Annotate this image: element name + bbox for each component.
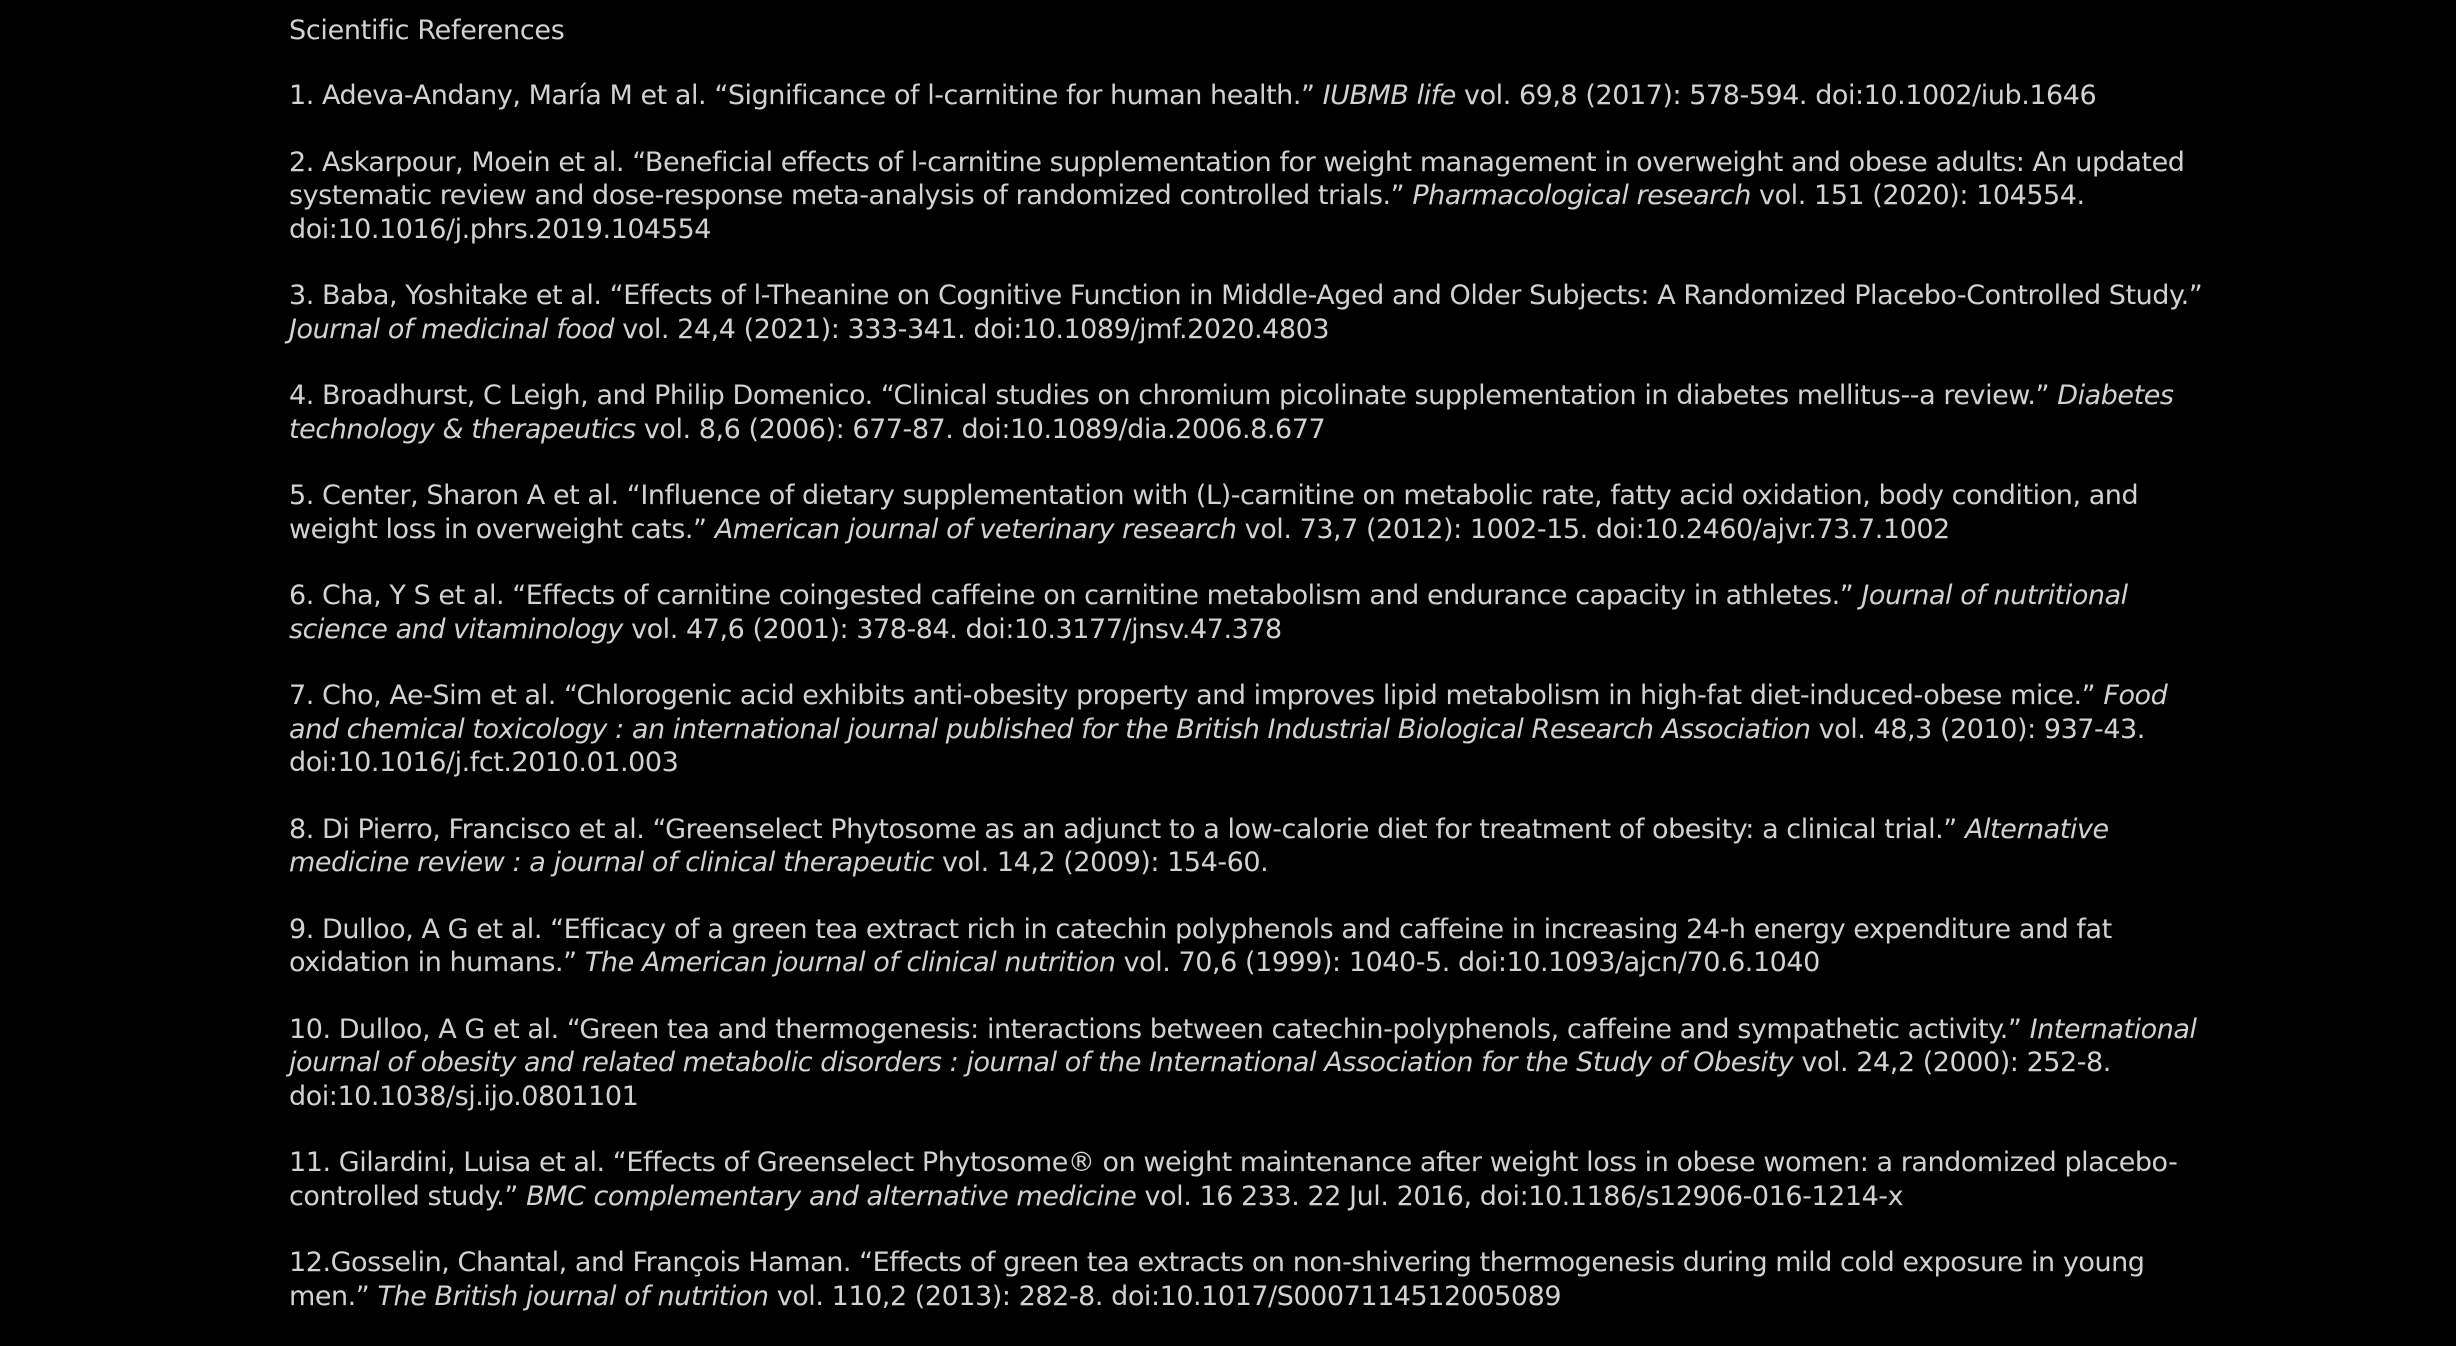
reference-journal: International journal of obesity and related metabolic disorders : journal of the International Association for the Study of Obesity (289, 1013, 2197, 1078)
reference-journal: Food and chemical toxicology : an international journal published for the British Industrial Biological Research Association (289, 680, 2168, 745)
reference-tail: vol. 16 233. 22 Jul. 2016, doi:10.1186/s12906-016-1214-x (1136, 1180, 1904, 1212)
reference-item (289, 1146, 2224, 1213)
reference-item (289, 146, 2224, 247)
reference-lead: 5. Center, Sharon A et al. “Influence of dietary supplementation with (L)-carnitine on metabolic rate, fatty acid oxidation, body condition, and weight loss in overweight cats.” (289, 480, 2139, 545)
reference-journal: IUBMB life (1322, 80, 1456, 111)
reference-journal: Diabetes technology & therapeutics (289, 380, 2174, 445)
reference-tail: vol. 24,4 (2021): 333-341. doi:10.1089/jmf.2020.4803 (614, 313, 1330, 345)
reference-item (289, 479, 2224, 546)
reference-lead: 2. Askarpour, Moein et al. “Beneficial effects of l-carnitine supplementation for weight management in overweight and obese adults: An updated systematic review and dose-response meta-analysis of randomized controlled trials.” (289, 146, 2185, 211)
reference-journal: Alternative medicine review : a journal of clinical therapeutic (289, 813, 2109, 878)
reference-tail: vol. 73,7 (2012): 1002-15. doi:10.2460/ajvr.73.7.1002 (1236, 513, 1950, 545)
reference-tail: vol. 110,2 (2013): 282-8. doi:10.1017/S0007114512005089 (768, 1280, 1562, 1312)
reference-lead: 10. Dulloo, A G et al. “Green tea and thermogenesis: interactions between catechin-polyphenols, caffeine and sympathetic activity.” (289, 1013, 2030, 1045)
reference-lead: 6. Cha, Y S et al. “Effects of carnitine coingested caffeine on carnitine metabolism and endurance capacity in athletes.” (289, 580, 1862, 611)
reference-lead: 4. Broadhurst, C Leigh, and Philip Domenico. “Clinical studies on chromium picolinate supplementation in diabetes mellitus--a review.” (289, 380, 2058, 411)
reference-tail: vol. 24,2 (2000): 252-8. doi:10.1038/sj.ijo.0801101 (289, 1047, 2111, 1112)
reference-item (289, 279, 2224, 346)
reference-tail: vol. 69,8 (2017): 578-594. doi:10.1002/iub.1646 (1455, 80, 2097, 111)
reference-item (289, 379, 2224, 446)
reference-lead: 12.Gosselin, Chantal, and François Haman. “Effects of green tea extracts on non-shivering thermogenesis during mild cold exposure in young men.” (289, 1247, 2145, 1312)
reference-tail: vol. 70,6 (1999): 1040-5. doi:10.1093/ajcn/70.6.1040 (1115, 947, 1820, 978)
reference-journal: The British journal of nutrition (377, 1280, 769, 1312)
reference-tail: vol. 14,2 (2009): 154-60. (933, 847, 1269, 878)
reference-tail: vol. 48,3 (2010): 937-43. doi:10.1016/j.fct.2010.01.003 (289, 713, 2145, 778)
reference-lead: 1. Adeva-Andany, María M et al. “Significance of l-carnitine for human health.” (289, 80, 1323, 111)
reference-journal: Journal of nutritional science and vitaminology (289, 580, 2128, 645)
reference-item (289, 679, 2224, 780)
reference-tail: vol. 47,6 (2001): 378-84. doi:10.3177/jnsv.47.378 (622, 613, 1282, 645)
reference-journal: Journal of medicinal food (289, 313, 615, 345)
reference-lead: 9. Dulloo, A G et al. “Efficacy of a green tea extract rich in catechin polyphenols and caffeine in increasing 24-h energy expenditure and fat oxidation in humans.” (289, 913, 2112, 978)
reference-item (289, 1013, 2224, 1114)
section-title: Scientific References (289, 15, 565, 46)
references-section (289, 14, 2224, 1346)
reference-journal: Pharmacological research (1412, 180, 1751, 211)
reference-lead: 11. Gilardini, Luisa et al. “Effects of Greenselect Phytosome® on weight maintenance after weight loss in obese women: a randomized placebo-controlled study.” (289, 1147, 2178, 1212)
reference-journal: The American journal of clinical nutrition (584, 947, 1116, 978)
reference-item (289, 913, 2224, 980)
reference-item (289, 79, 2224, 113)
reference-lead: 8. Di Pierro, Francisco et al. “Greenselect Phytosome as an adjunct to a low-calorie diet for treatment of obesity: a clinical trial.” (289, 813, 1965, 845)
reference-item (289, 813, 2224, 880)
reference-item (289, 1246, 2224, 1313)
reference-lead: 3. Baba, Yoshitake et al. “Effects of l-Theanine on Cognitive Function in Middle-Aged and Older Subjects: A Randomized Placebo-Controlled Study.” (289, 280, 2203, 311)
reference-journal: American journal of veterinary research (714, 513, 1237, 545)
reference-item (289, 579, 2224, 646)
reference-journal: BMC complementary and alternative medicine (526, 1180, 1137, 1212)
reference-tail: vol. 8,6 (2006): 677-87. doi:10.1089/dia.2006.8.677 (635, 413, 1326, 445)
reference-tail: vol. 151 (2020): 104554. doi:10.1016/j.phrs.2019.104554 (289, 180, 2085, 245)
reference-lead: 7. Cho, Ae-Sim et al. “Chlorogenic acid exhibits anti-obesity property and improves lipid metabolism in high-fat diet-induced-obese mice.” (289, 680, 2104, 711)
